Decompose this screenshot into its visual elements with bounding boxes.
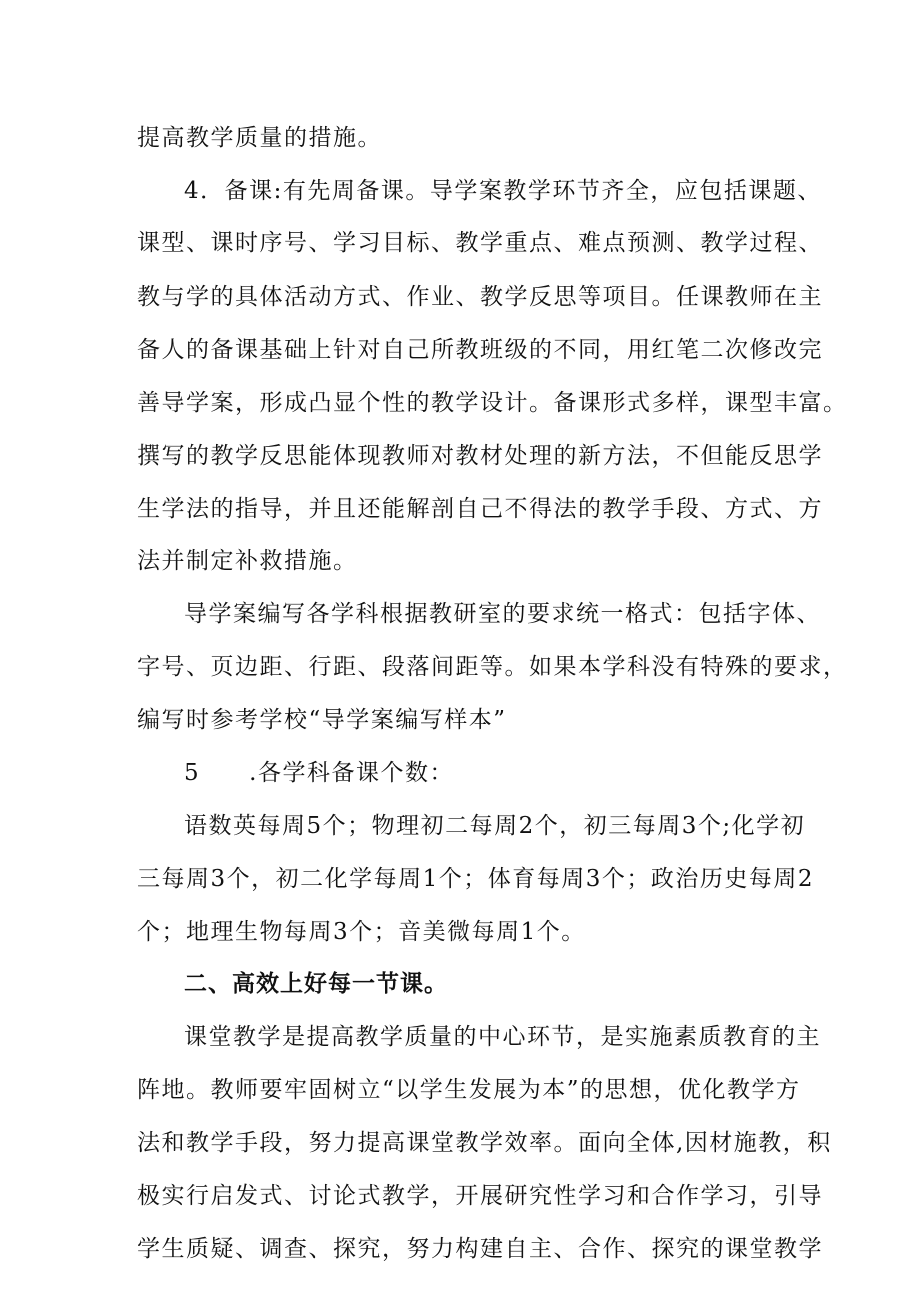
text-line-9: 法并制定补救措施。	[137, 548, 358, 574]
text-line-21: 学生质疑、调查、探究，努力构建自主、合作、探究的课堂教学	[137, 1236, 823, 1262]
text-line-8: 生学法的指导，并且还能解剖自己不得法的教学手段、方式、方	[137, 496, 823, 522]
text-line-5: 备人的备课基础上针对自己所教班级的不同，用红笔二次修改完	[137, 337, 823, 363]
text-line-3: 课型、课时序号、学习目标、教学重点、难点预测、教学过程、	[137, 230, 823, 256]
text-line-2: 4．备课:有先周备课。导学案教学环节齐全，应包括课题、	[184, 178, 822, 204]
text-line-10: 导学案编写各学科根据教研室的要求统一格式：包括字体、	[184, 601, 821, 627]
section-heading: 二、高效上好每一节课。	[184, 971, 448, 997]
text-line-18: 阵地。教师要牢固树立“以学生发展为本”的思想，优化教学方	[137, 1077, 801, 1103]
text-line-12: 编写时参考学校“导学案编写样本”	[137, 707, 507, 733]
text-line-15: 三每周3个，初二化学每周1个；体育每周3个；政治历史每周2	[137, 866, 815, 892]
text-line-14: 语数英每周5个；物理初二每周2个，初三每周3个;化学初	[184, 813, 806, 839]
text-line-6: 善导学案，形成凸显个性的教学设计。备课形式多样，课型丰富。	[137, 390, 848, 416]
text-line-13: 5 .各学科备课个数：	[184, 760, 454, 786]
text-line-1: 提高教学质量的措施。	[137, 125, 382, 151]
text-line-20: 极实行启发式、讨论式教学，开展研究性学习和合作学习，引导	[137, 1183, 823, 1209]
text-line-11: 字号、页边距、行距、段落间距等。如果本学科没有特殊的要求，	[137, 654, 848, 680]
text-line-4: 教与学的具体活动方式、作业、教学反思等项目。任课教师在主	[137, 284, 823, 310]
text-line-17: 课堂教学是提高教学质量的中心环节，是实施素质教育的主	[184, 1024, 821, 1050]
text-line-19: 法和教学手段，努力提高课堂教学效率。面向全体,因材施教，积	[137, 1130, 832, 1156]
text-line-7: 撰写的教学反思能体现教师对教材处理的新方法，不但能反思学	[137, 443, 823, 469]
text-line-16: 个；地理生物每周3个；音美微每周1个。	[137, 919, 586, 945]
